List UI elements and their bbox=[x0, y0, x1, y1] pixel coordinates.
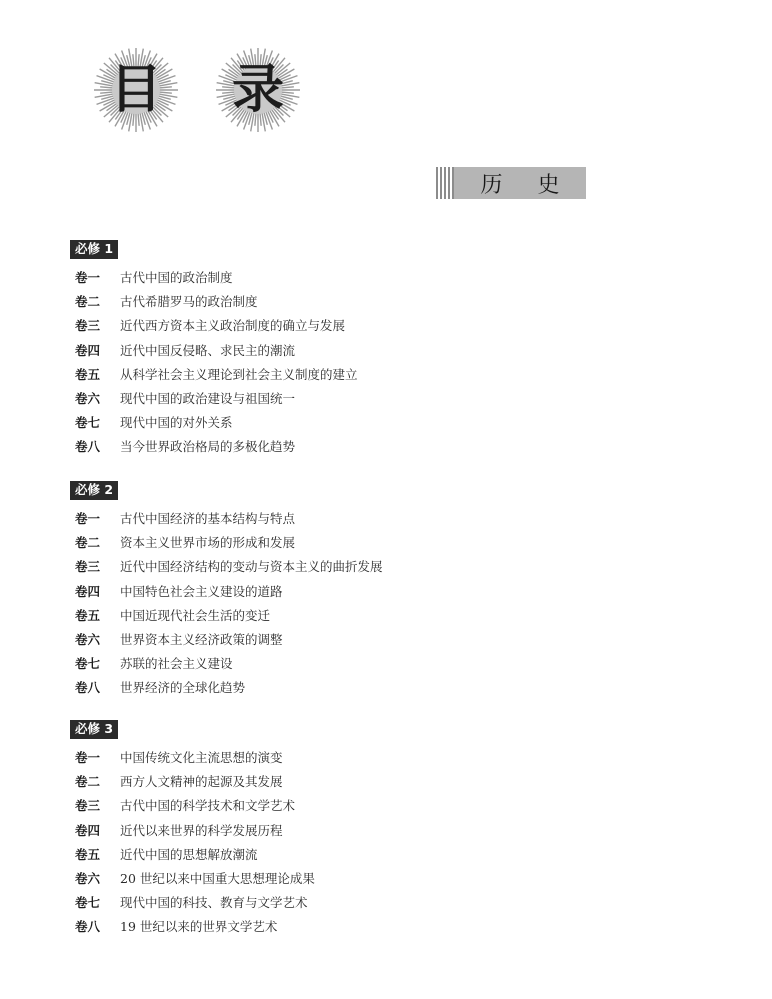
toc-entry[interactable] bbox=[68, 627, 668, 651]
toc-entry[interactable] bbox=[68, 818, 668, 842]
contents-badge-first bbox=[93, 47, 179, 133]
volume-label: 卷三 bbox=[75, 559, 101, 575]
volume-label: 卷六 bbox=[75, 871, 101, 887]
toc-entry[interactable] bbox=[68, 651, 668, 675]
volume-label: 卷六 bbox=[75, 391, 101, 407]
chapter-title: 近代中国经济结构的变动与资本主义的曲折发展 bbox=[120, 559, 383, 575]
volume-label: 卷四 bbox=[75, 822, 101, 838]
volume-label: 卷七 bbox=[75, 656, 101, 672]
chapter-title: 古代中国的政治制度 bbox=[120, 270, 233, 286]
volume-label: 卷一 bbox=[75, 270, 101, 286]
contents-char-second: 录 bbox=[231, 60, 284, 120]
volume-label: 卷三 bbox=[75, 318, 101, 334]
toc-entry[interactable] bbox=[68, 265, 668, 289]
volume-label: 卷一 bbox=[75, 750, 101, 766]
subject-title: 历 史 bbox=[480, 172, 574, 198]
chapter-title: 现代中国的对外关系 bbox=[120, 415, 233, 431]
chapter-title: 古代希腊罗马的政治制度 bbox=[120, 294, 258, 310]
toc-list bbox=[68, 506, 668, 700]
volume-label: 卷四 bbox=[75, 583, 101, 599]
chapter-title: 苏联的社会主义建设 bbox=[120, 656, 233, 672]
volume-label: 卷七 bbox=[75, 415, 101, 431]
module-section-2 bbox=[68, 479, 668, 700]
chapter-title: 现代中国的政治建设与祖国统一 bbox=[120, 391, 296, 407]
chapter-title: 当今世界政治格局的多极化趋势 bbox=[120, 439, 296, 455]
module-section-3 bbox=[68, 718, 668, 939]
toc-entry[interactable] bbox=[68, 554, 668, 578]
chapter-title: 资本主义世界市场的形成和发展 bbox=[120, 535, 296, 551]
module-tag: 必修 1 bbox=[70, 240, 118, 259]
volume-label: 卷二 bbox=[75, 294, 101, 310]
volume-label: 卷八 bbox=[75, 439, 101, 455]
chapter-title: 古代中国的科学技术和文学艺术 bbox=[120, 798, 296, 814]
toc-entry[interactable] bbox=[68, 675, 668, 699]
volume-label: 卷七 bbox=[75, 895, 101, 911]
module-tag: 必修 2 bbox=[70, 481, 118, 500]
toc-entry[interactable] bbox=[68, 289, 668, 313]
chapter-title: 从科学社会主义理论到社会主义制度的建立 bbox=[120, 366, 358, 382]
subject-banner bbox=[436, 167, 586, 199]
toc-entry[interactable] bbox=[68, 866, 668, 890]
toc-entry[interactable] bbox=[68, 386, 668, 410]
toc-entry[interactable] bbox=[68, 506, 668, 530]
toc-entry[interactable] bbox=[68, 842, 668, 866]
toc-entry[interactable] bbox=[68, 362, 668, 386]
toc-entry[interactable] bbox=[68, 434, 668, 458]
chapter-title: 世界经济的全球化趋势 bbox=[120, 680, 246, 696]
volume-label: 卷八 bbox=[75, 919, 101, 935]
chapter-title: 近代以来世界的科学发展历程 bbox=[120, 822, 283, 838]
volume-label: 卷二 bbox=[75, 535, 101, 551]
chapter-title: 古代中国经济的基本结构与特点 bbox=[120, 511, 296, 527]
volume-label: 卷八 bbox=[75, 680, 101, 696]
toc-entry[interactable] bbox=[68, 793, 668, 817]
banner-box bbox=[454, 167, 586, 199]
contents-char-first: 目 bbox=[109, 60, 162, 120]
chapter-title: 近代中国反侵略、求民主的潮流 bbox=[120, 342, 296, 358]
chapter-title: 近代中国的思想解放潮流 bbox=[120, 846, 258, 862]
chapter-title: 近代西方资本主义政治制度的确立与发展 bbox=[120, 318, 346, 334]
toc-entry[interactable] bbox=[68, 745, 668, 769]
volume-label: 卷一 bbox=[75, 511, 101, 527]
toc-entry[interactable] bbox=[68, 338, 668, 362]
volume-label: 卷四 bbox=[75, 342, 101, 358]
chapter-title: 现代中国的科技、教育与文学艺术 bbox=[120, 895, 308, 911]
toc-entry[interactable] bbox=[68, 914, 668, 938]
toc-entry[interactable] bbox=[68, 313, 668, 337]
chapter-title: 中国传统文化主流思想的演变 bbox=[120, 750, 283, 766]
toc-list bbox=[68, 265, 668, 459]
toc-list bbox=[68, 745, 668, 939]
contents-badge-second bbox=[215, 47, 301, 133]
toc-entry[interactable] bbox=[68, 410, 668, 434]
toc-entry[interactable] bbox=[68, 603, 668, 627]
chapter-title: 20 世纪以来中国重大思想理论成果 bbox=[120, 871, 315, 887]
toc-entry[interactable] bbox=[68, 769, 668, 793]
volume-label: 卷五 bbox=[75, 607, 101, 623]
volume-label: 卷二 bbox=[75, 774, 101, 790]
volume-label: 卷五 bbox=[75, 846, 101, 862]
chapter-title: 19 世纪以来的世界文学艺术 bbox=[120, 919, 278, 935]
toc-entry[interactable] bbox=[68, 579, 668, 603]
toc-entry[interactable] bbox=[68, 530, 668, 554]
volume-label: 卷五 bbox=[75, 366, 101, 382]
volume-label: 卷三 bbox=[75, 798, 101, 814]
chapter-title: 世界资本主义经济政策的调整 bbox=[120, 632, 283, 648]
toc-entry[interactable] bbox=[68, 890, 668, 914]
module-section-1 bbox=[68, 238, 668, 459]
chapter-title: 西方人文精神的起源及其发展 bbox=[120, 774, 283, 790]
module-tag: 必修 3 bbox=[70, 720, 118, 739]
chapter-title: 中国特色社会主义建设的道路 bbox=[120, 583, 283, 599]
volume-label: 卷六 bbox=[75, 632, 101, 648]
chapter-title: 中国近现代社会生活的变迁 bbox=[120, 607, 271, 623]
